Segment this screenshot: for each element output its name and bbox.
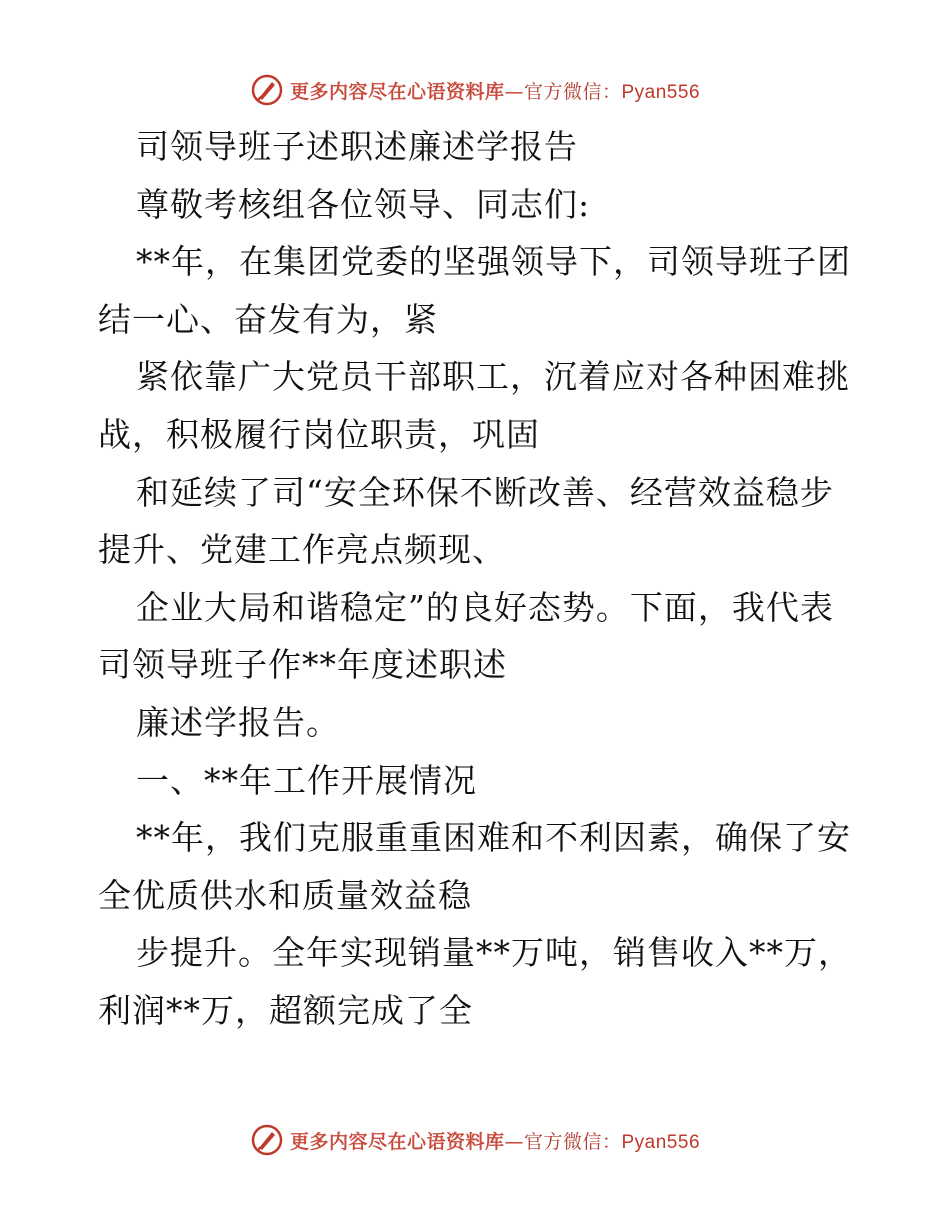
quill-logo-icon	[250, 73, 284, 107]
watermark-id: Pyan556	[621, 81, 701, 103]
section-heading: 一、**年工作开展情况	[136, 760, 477, 800]
paragraph-line: 紧依靠广大党员干部职工，沉着应对各种困难挑	[136, 357, 850, 397]
paragraph-line: 结一心、奋发有为，紧	[98, 299, 438, 339]
paragraph-line: 廉述学报告。	[136, 702, 340, 742]
header-watermark	[0, 70, 950, 110]
watermark-id: Pyan556	[621, 1131, 701, 1153]
salutation-line: 尊敬考核组各位领导、同志们:	[136, 184, 591, 224]
watermark-text	[290, 77, 700, 104]
watermark-sub: 官方微信：	[523, 80, 622, 103]
watermark-main: 更多内容尽在心语资料库	[289, 80, 505, 103]
watermark-separator: —	[504, 80, 524, 103]
quill-logo-icon	[250, 1123, 284, 1157]
paragraph-line: 全优质供水和质量效益稳	[98, 875, 472, 915]
paragraph-line: **年，我们克服重重困难和不利因素，确保了安	[136, 818, 851, 858]
watermark-separator: —	[504, 1130, 524, 1153]
paragraph-line: 企业大局和谐稳定”的良好态势。下面，我代表	[136, 587, 834, 627]
paragraph-line: 和延续了司“安全环保不断改善、经营效益稳步	[136, 472, 834, 512]
paragraph-line: 步提升。全年实现销量**万吨，销售收入**万，	[136, 933, 852, 973]
paragraph-line: 司领导班子作**年度述职述	[98, 645, 507, 685]
footer-watermark	[0, 1120, 950, 1160]
paragraph-line: 利润**万，超额完成了全	[98, 990, 473, 1030]
watermark-text	[290, 1127, 700, 1154]
watermark-sub: 官方微信：	[523, 1130, 622, 1153]
paragraph-line: 提升、党建工作亮点频现、	[98, 530, 506, 570]
paragraph-line: **年，在集团党委的坚强领导下，司领导班子团	[136, 242, 851, 282]
watermark-main: 更多内容尽在心语资料库	[289, 1130, 505, 1153]
title-line: 司领导班子述职述廉述学报告	[136, 127, 578, 166]
paragraph-line: 战，积极履行岗位职责，巩固	[98, 414, 540, 454]
document-body	[98, 118, 858, 1040]
